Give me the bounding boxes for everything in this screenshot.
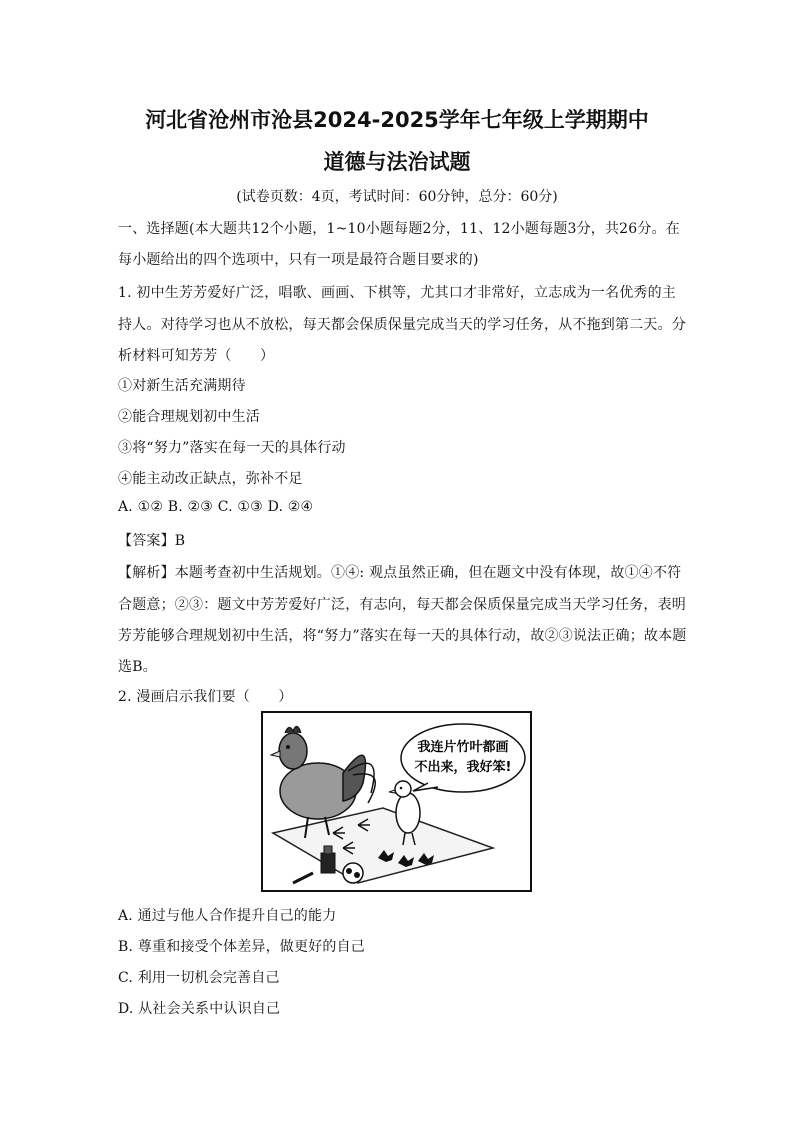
paper-sheet (273, 808, 493, 883)
q2-option-b: B. 尊重和接受个体差异，做更好的自己 (118, 939, 365, 955)
speech-bubble (401, 724, 525, 792)
q1-stem-line1: 1. 初中生芳芳爱好广泛，唱歌、画画、下棋等，尤其口才非常好，立志成为一名优秀的主 (118, 285, 677, 301)
q2-option-c: C. 利用一切机会完善自己 (118, 970, 280, 986)
ink-plate (343, 863, 363, 883)
section-heading-line1: 一、选择题(本大题共12个小题，1~10小题每题2分，11、12小题每题3分，共26分。在 (118, 221, 680, 237)
exam-subtitle: 道德与法治试题 (323, 150, 471, 174)
q1-option-2: ②能合理规划初中生活 (118, 409, 260, 425)
exam-title: 河北省沧州市沧县2024-2025学年七年级上学期期中 (145, 108, 649, 132)
bubble-text-line1: 我连片竹叶都画 (417, 740, 509, 755)
q1-analysis-line1: 【解析】本题考查初中生活规划。①④: 观点虽然正确，但在题文中没有体现，故①④不符 (118, 565, 682, 581)
brush (293, 873, 313, 883)
q1-option-3: ③将“努力”落实在每一天的具体行动 (118, 440, 346, 456)
q1-option-4: ④能主动改正缺点，弥补不足 (118, 471, 303, 487)
q1-stem-line2: 持人。对待学习也从不放松，每天都会保质保量完成当天的学习任务，从不拖到第二天。分 (118, 317, 686, 333)
q1-option-1: ①对新生活充满期待 (118, 378, 246, 394)
section-heading-line2: 每小题给出的四个选项中，只有一项是最符合题目要求的) (118, 252, 479, 268)
q1-choices: A. ①② B. ②③ C. ①③ D. ②④ (118, 499, 314, 515)
q1-analysis-line4: 选B。 (118, 659, 157, 675)
q2-stem: 2. 漫画启示我们要（ ） (118, 689, 293, 705)
cartoon-illustration (261, 711, 532, 892)
q1-analysis-line3: 芳芳能够合理规划初中生活，将“努力”落实在每一天的具体行动，故②③说法正确；故本题 (118, 628, 687, 644)
q2-option-a: A. 通过与他人合作提升自己的能力 (118, 908, 337, 924)
bubble-text-line2: 不出来，我好笨! (414, 760, 512, 775)
q1-stem-line3: 析材料可知芳芳（ ） (118, 348, 275, 364)
q1-analysis-line2: 合题意；②③：题文中芳芳爱好广泛，有志向，每天都会保质保量完成当天学习任务，表明 (118, 597, 686, 613)
q2-option-d: D. 从社会关系中认识自己 (118, 1001, 281, 1017)
cartoon-drawing (263, 713, 530, 890)
q1-answer: 【答案】B (118, 533, 186, 549)
exam-meta: (试卷页数：4页，考试时间：60分钟，总分：60分) (236, 189, 558, 205)
